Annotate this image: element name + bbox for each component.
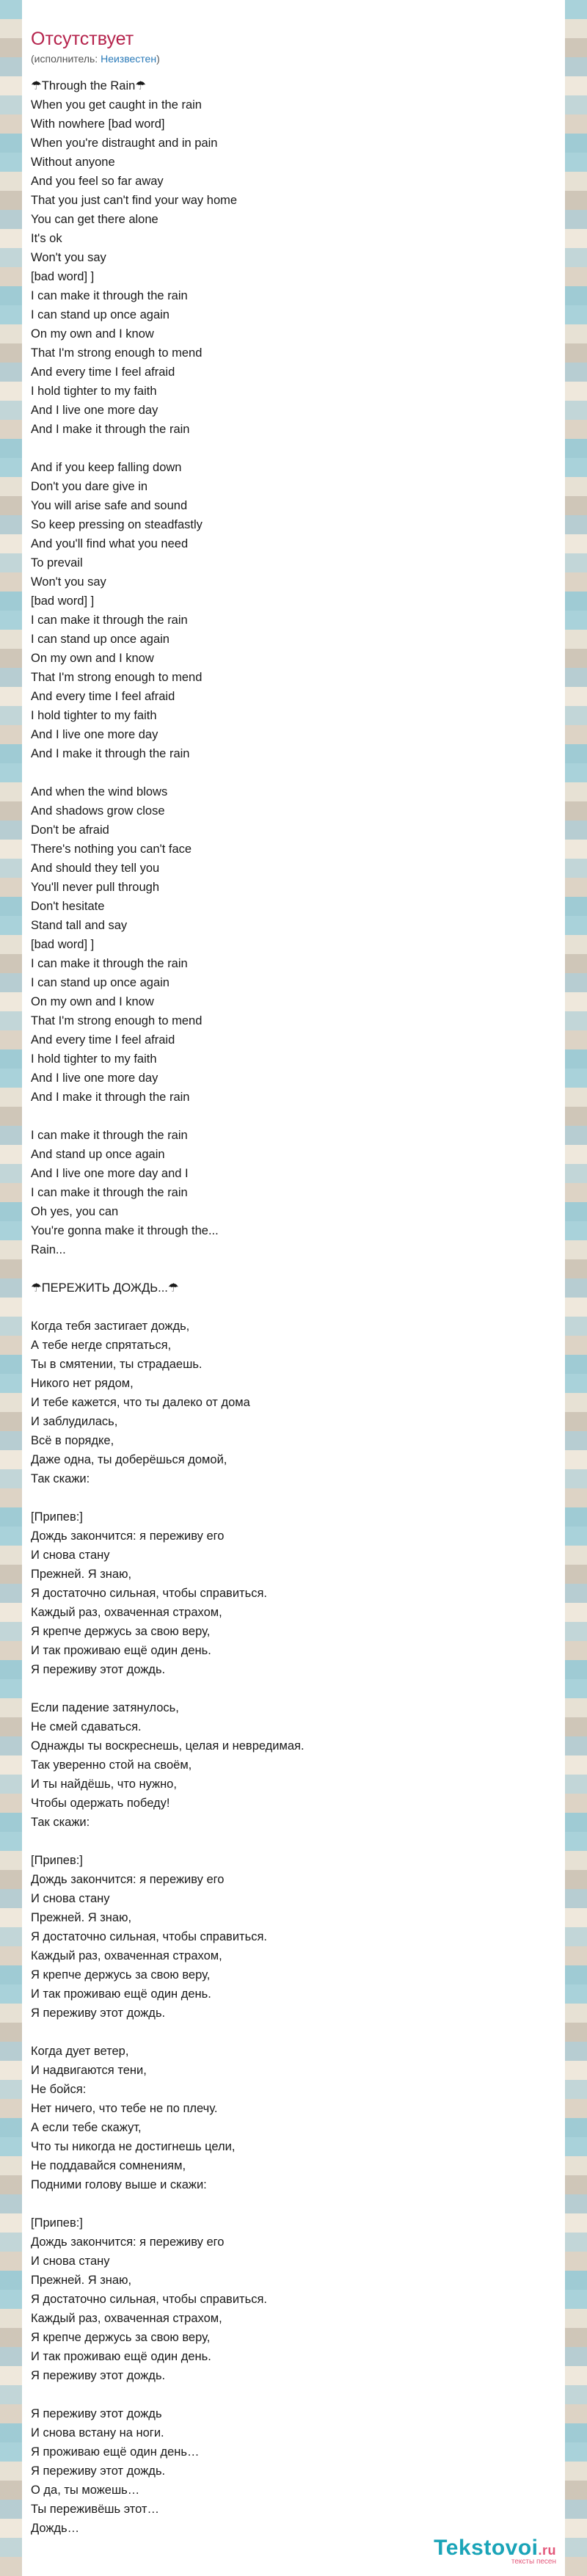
lyric-line: Подними голову выше и скажи:	[31, 2178, 207, 2191]
lyric-line: I can stand up once again	[31, 308, 169, 321]
logo-wordmark	[434, 2536, 556, 2561]
lyric-line: Каждый раз, охваченная страхом,	[31, 1949, 222, 1962]
lyric-line: О да, ты можешь…	[31, 2484, 140, 2497]
lyric-line: ☂Through the Rain☂	[31, 79, 147, 92]
lyric-line: Without anyone	[31, 156, 115, 169]
lyric-line: And I live one more day	[31, 728, 158, 741]
lyric-line: Don't hesitate	[31, 900, 105, 913]
lyric-line	[31, 763, 565, 782]
lyric-line: And when the wind blows	[31, 785, 168, 798]
lyric-line: With nowhere [bad word]	[31, 117, 165, 131]
lyric-line	[31, 2385, 565, 2404]
lyric-line: I hold tighter to my faith	[31, 709, 157, 722]
lyric-line: Не бойся:	[31, 2083, 87, 2096]
lyric-line: Won't you say	[31, 575, 106, 589]
lyric-line: Я крепче держусь за свою веру,	[31, 1625, 211, 1638]
lyric-line: Oh yes, you can	[31, 1205, 119, 1218]
lyric-line	[31, 1298, 565, 1317]
lyric-line: There's nothing you can't face	[31, 843, 192, 856]
lyric-line: And you feel so far away	[31, 175, 164, 188]
lyric-line: Даже одна, ты доберёшься домой,	[31, 1453, 227, 1466]
lyric-line: [Припев:]	[31, 1854, 83, 1867]
lyric-line: Однажды ты воскреснешь, целая и невредимая.	[31, 1739, 305, 1753]
lyric-line: А тебе негде спрятаться,	[31, 1339, 172, 1352]
lyric-line: That I'm strong enough to mend	[31, 671, 203, 684]
lyric-line: I can make it through the rain	[31, 1129, 188, 1142]
song-header	[22, 0, 565, 66]
lyric-line: Дождь закончится: я переживу его	[31, 2235, 225, 2249]
lyric-line: Ты в смятении, ты страдаешь.	[31, 1358, 203, 1371]
lyric-line: Каждый раз, охваченная страхом,	[31, 2312, 222, 2325]
lyric-line: И надвигаются тени,	[31, 2064, 147, 2077]
lyric-line: И тебе кажется, что ты далеко от дома	[31, 1396, 250, 1409]
lyric-line: It's ok	[31, 232, 62, 245]
lyric-line: Дождь закончится: я переживу его	[31, 1873, 225, 1886]
lyric-line: I can make it through the rain	[31, 289, 188, 302]
lyric-line: Когда дует ветер,	[31, 2045, 129, 2058]
lyric-line: So keep pressing on steadfastly	[31, 518, 203, 531]
lyric-line: Я достаточно сильная, чтобы справиться.	[31, 1930, 267, 1943]
lyric-line: And if you keep falling down	[31, 461, 182, 474]
lyric-line: И снова стану	[31, 1549, 110, 1562]
lyric-line: Каждый раз, охваченная страхом,	[31, 1606, 222, 1619]
song-title: Отсутствует	[31, 29, 134, 49]
logo-tagline: тексты песен	[511, 2558, 556, 2566]
lyric-line: Что ты никогда не достигнешь цели,	[31, 2140, 236, 2153]
performer-prefix: (исполнитель:	[31, 53, 101, 65]
lyric-line: And should they tell you	[31, 862, 160, 875]
logo-name: Tekstovoi	[434, 2536, 539, 2560]
lyric-line: Я крепче держусь за свою веру,	[31, 2331, 211, 2344]
lyric-line: On my own and I know	[31, 652, 154, 665]
lyric-line: Чтобы одержать победу!	[31, 1797, 170, 1810]
lyric-line: And shadows grow close	[31, 804, 165, 818]
lyric-line: Прежней. Я знаю,	[31, 1911, 132, 1924]
lyric-line: И так проживаю ещё один день.	[31, 1987, 211, 2001]
lyric-line: And I make it through the rain	[31, 747, 190, 760]
lyric-line: Так скажи:	[31, 1816, 90, 1829]
lyric-line: And stand up once again	[31, 1148, 165, 1161]
lyric-line: Я проживаю ещё один день…	[31, 2445, 200, 2459]
lyric-line: Так скажи:	[31, 1472, 90, 1485]
lyric-line: Я переживу этот дождь.	[31, 2369, 166, 2382]
lyric-line: You will arise safe and sound	[31, 499, 188, 512]
lyric-line: That you just can't find your way home	[31, 194, 238, 207]
lyric-line: To prevail	[31, 556, 83, 570]
lyric-line: I hold tighter to my faith	[31, 1052, 157, 1066]
performer-link[interactable]: Неизвестен	[101, 53, 157, 65]
lyric-line	[31, 1259, 565, 1278]
lyric-line: [bad word] ]	[31, 594, 95, 608]
performer-suffix: )	[156, 53, 160, 65]
lyric-line: I can make it through the rain	[31, 957, 188, 970]
lyric-line: I can stand up once again	[31, 976, 169, 989]
lyric-line	[31, 1107, 565, 1126]
lyric-line	[31, 2023, 565, 2042]
lyric-line: Нет ничего, что тебе не по плечу.	[31, 2102, 218, 2115]
lyric-line: When you're distraught and in pain	[31, 137, 218, 150]
lyric-line	[31, 1832, 565, 1851]
lyric-line: I can make it through the rain	[31, 1186, 188, 1199]
lyric-line: Rain...	[31, 1243, 66, 1256]
lyric-line: Если падение затянулось,	[31, 1701, 179, 1714]
lyric-line: И снова встану на ноги.	[31, 2426, 164, 2439]
lyric-line: Дождь…	[31, 2522, 80, 2535]
lyric-line: [Припев:]	[31, 1510, 83, 1524]
lyric-line: Всё в порядке,	[31, 1434, 114, 1447]
lyric-line: And I live one more day and I	[31, 1167, 189, 1180]
lyric-line: ☂ПЕРЕЖИТЬ ДОЖДЬ...☂	[31, 1281, 179, 1295]
lyric-line: Don't you dare give in	[31, 480, 148, 493]
lyric-line: And every time I feel afraid	[31, 690, 175, 703]
lyric-line: On my own and I know	[31, 327, 154, 341]
lyric-line: And I make it through the rain	[31, 423, 190, 436]
lyric-line: And every time I feel afraid	[31, 1033, 175, 1047]
lyric-line: Так уверенно стой на своём,	[31, 1758, 192, 1772]
lyric-line: Не поддавайся сомнениям,	[31, 2159, 186, 2172]
lyric-line: И ты найдёшь, что нужно,	[31, 1778, 177, 1791]
lyric-line: И так проживаю ещё один день.	[31, 1644, 211, 1657]
lyric-line	[31, 1679, 565, 1698]
lyric-line: Don't be afraid	[31, 823, 109, 837]
lyric-line: Я переживу этот дождь.	[31, 1663, 166, 1676]
logo-tld: .ru	[538, 2543, 556, 2558]
lyric-line: You'll never pull through	[31, 881, 159, 894]
lyric-line: And I make it through the rain	[31, 1091, 190, 1104]
lyric-line: I hold tighter to my faith	[31, 385, 157, 398]
lyric-line: Stand tall and say	[31, 919, 128, 932]
lyric-line: [bad word] ]	[31, 270, 95, 283]
lyric-line: Никого нет рядом,	[31, 1377, 134, 1390]
lyric-line: [bad word] ]	[31, 938, 95, 951]
lyric-line: And you'll find what you need	[31, 537, 189, 550]
performer-line	[31, 51, 565, 66]
lyric-line: I can make it through the rain	[31, 614, 188, 627]
lyric-line: И снова стану	[31, 1892, 110, 1905]
lyric-line: On my own and I know	[31, 995, 154, 1008]
lyric-line: [Припев:]	[31, 2216, 83, 2230]
site-logo[interactable]	[434, 2536, 556, 2566]
lyric-line: You're gonna make it through the...	[31, 1224, 219, 1237]
lyric-line: Когда тебя застигает дождь,	[31, 1320, 190, 1333]
lyric-line: And every time I feel afraid	[31, 365, 175, 379]
lyric-line: Не смей сдаваться.	[31, 1720, 142, 1733]
lyric-line: Я переживу этот дождь.	[31, 2006, 166, 2020]
lyric-line: And I live one more day	[31, 1071, 158, 1085]
lyric-line: That I'm strong enough to mend	[31, 346, 203, 360]
lyric-line: That I'm strong enough to mend	[31, 1014, 203, 1027]
lyric-line: И заблудилась,	[31, 1415, 118, 1428]
lyric-line: You can get there alone	[31, 213, 158, 226]
lyric-line: И снова стану	[31, 2255, 110, 2268]
lyric-line: Прежней. Я знаю,	[31, 2274, 132, 2287]
content-panel	[22, 0, 565, 2576]
lyric-line	[31, 2194, 565, 2213]
lyric-line: Я достаточно сильная, чтобы справиться.	[31, 1587, 267, 1600]
lyric-line: And I live one more day	[31, 404, 158, 417]
lyric-line: I can stand up once again	[31, 633, 169, 646]
lyric-line: Я крепче держусь за свою веру,	[31, 1968, 211, 1982]
lyric-line: И так проживаю ещё один день.	[31, 2350, 211, 2363]
lyric-line	[31, 439, 565, 458]
lyric-line: When you get caught in the rain	[31, 98, 202, 112]
lyric-line: Won't you say	[31, 251, 106, 264]
lyric-line: Я переживу этот дождь	[31, 2407, 162, 2420]
lyric-line: А если тебе скажут,	[31, 2121, 142, 2134]
lyric-line: Я достаточно сильная, чтобы справиться.	[31, 2293, 267, 2306]
lyric-line: Дождь закончится: я переживу его	[31, 1529, 225, 1543]
lyric-line	[31, 1488, 565, 1507]
lyric-line: Прежней. Я знаю,	[31, 1568, 132, 1581]
lyrics-text	[31, 76, 565, 2538]
lyric-line: Ты переживёшь этот…	[31, 2503, 159, 2516]
lyric-line: Я переживу этот дождь.	[31, 2464, 166, 2478]
